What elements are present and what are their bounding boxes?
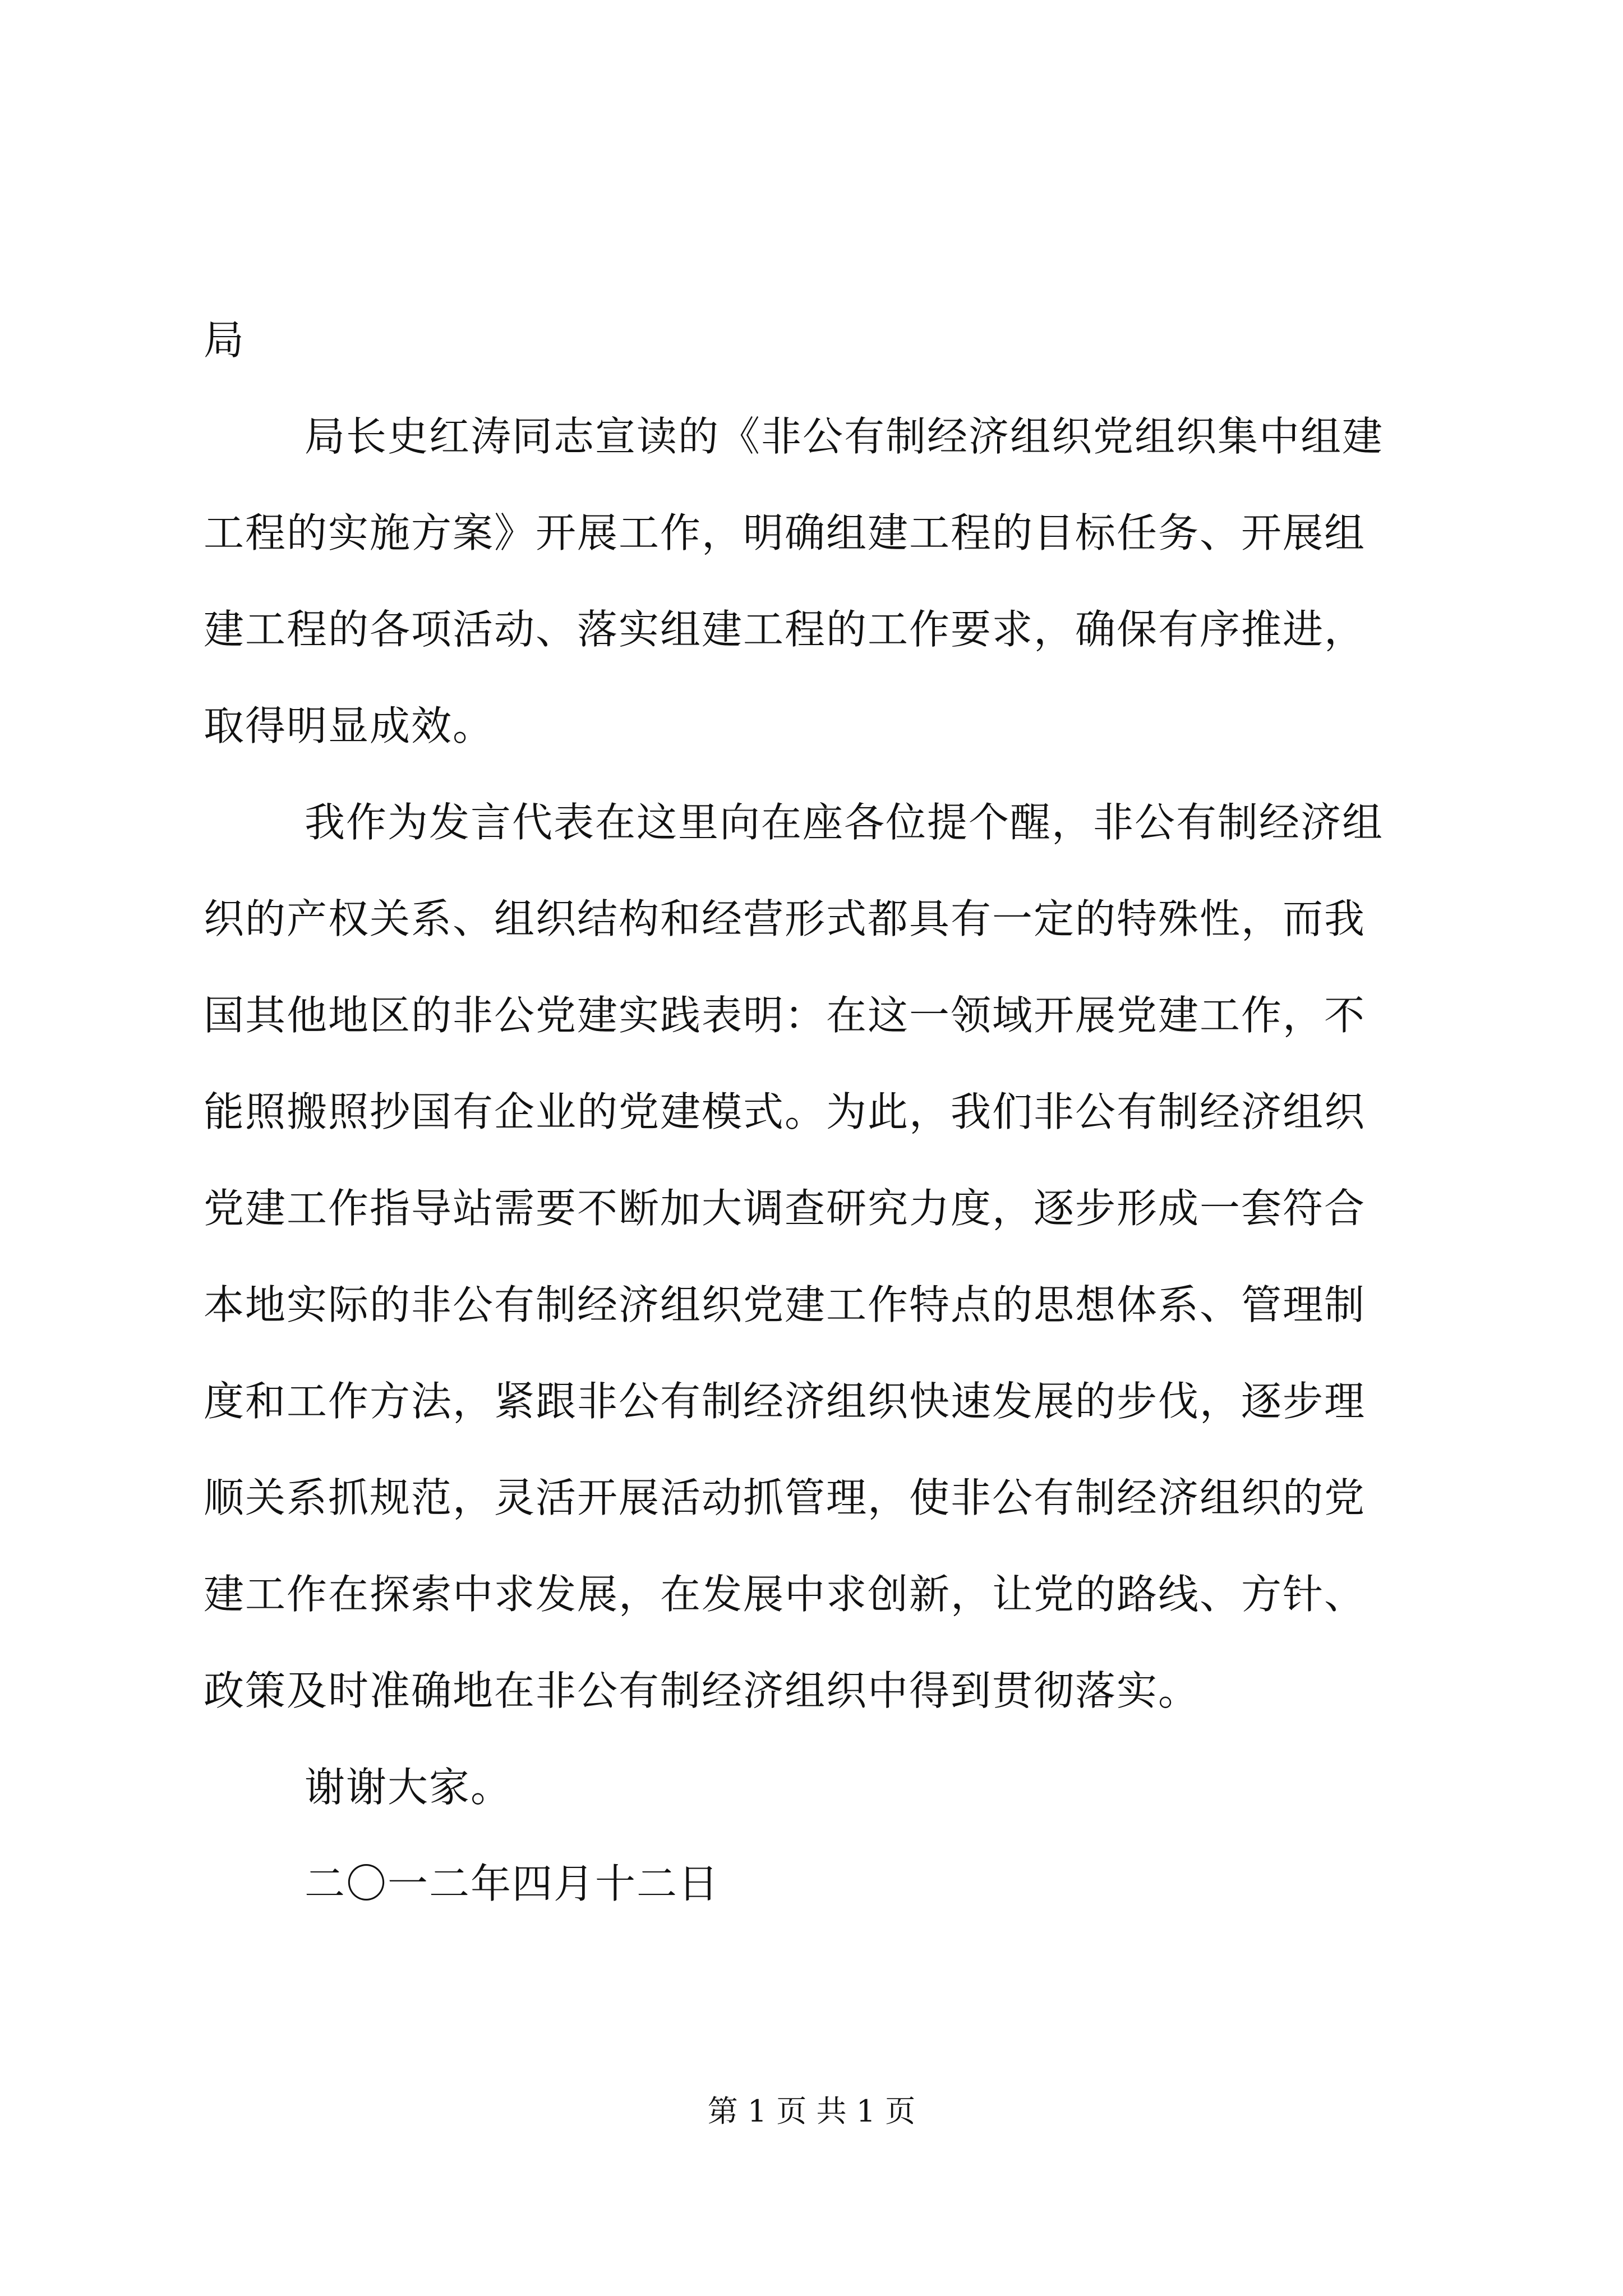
document-body [204,292,1437,1932]
paragraph-1 [204,388,1437,774]
paragraph-2-line: 度和工作方法，紧跟非公有制经济组织快速发展的步伐，逐步理 [204,1378,1366,1425]
paragraph-2 [204,774,1437,1739]
paragraph-2-line: 政策及时准确地在非公有制经济组织中得到贯彻落实。 [204,1667,1200,1714]
paragraph-2-line: 织的产权关系、组织结构和经营形式都具有一定的特殊性，而我 [204,895,1366,942]
paragraph-1-line: 工程的实施方案》开展工作，明确组建工程的目标任务、开展组 [204,509,1366,556]
paragraph-2-line: 党建工作指导站需要不断加大调查研究力度，逐步形成一套符合 [204,1185,1366,1232]
paragraph-2-line: 建工作在探索中求发展，在发展中求创新，让党的路线、方针、 [204,1571,1366,1618]
page-footer [0,2091,1623,2132]
closing-remark: 谢谢大家。 [305,1764,513,1811]
paragraph-2-line: 顺关系抓规范，灵活开展活动抓管理，使非公有制经济组织的党 [204,1474,1366,1521]
paragraph-2-line: 国其他地区的非公党建实践表明：在这一领域开展党建工作，不 [204,992,1366,1039]
paragraph-1-line: 建工程的各项活动、落实组建工程的工作要求，确保有序推进， [204,606,1366,653]
page-number-label: 第 1 页 共 1 页 [707,2093,916,2129]
top-fragment: 局 [204,316,246,364]
paragraph-1-line: 取得明显成效。 [204,702,495,749]
paragraph-2-line: 能照搬照抄国有企业的党建模式。为此，我们非公有制经济组织 [204,1088,1366,1135]
paragraph-2-line: 我作为发言代表在这里向在座各位提个醒，非公有制经济组 [305,799,1384,846]
paragraph-1-line: 局长史红涛同志宣读的《非公有制经济组织党组织集中组建 [305,413,1384,460]
document-date: 二〇一二年四月十二日 [305,1860,720,1907]
paragraph-2-line: 本地实际的非公有制经济组织党建工作特点的思想体系、管理制 [204,1281,1366,1328]
